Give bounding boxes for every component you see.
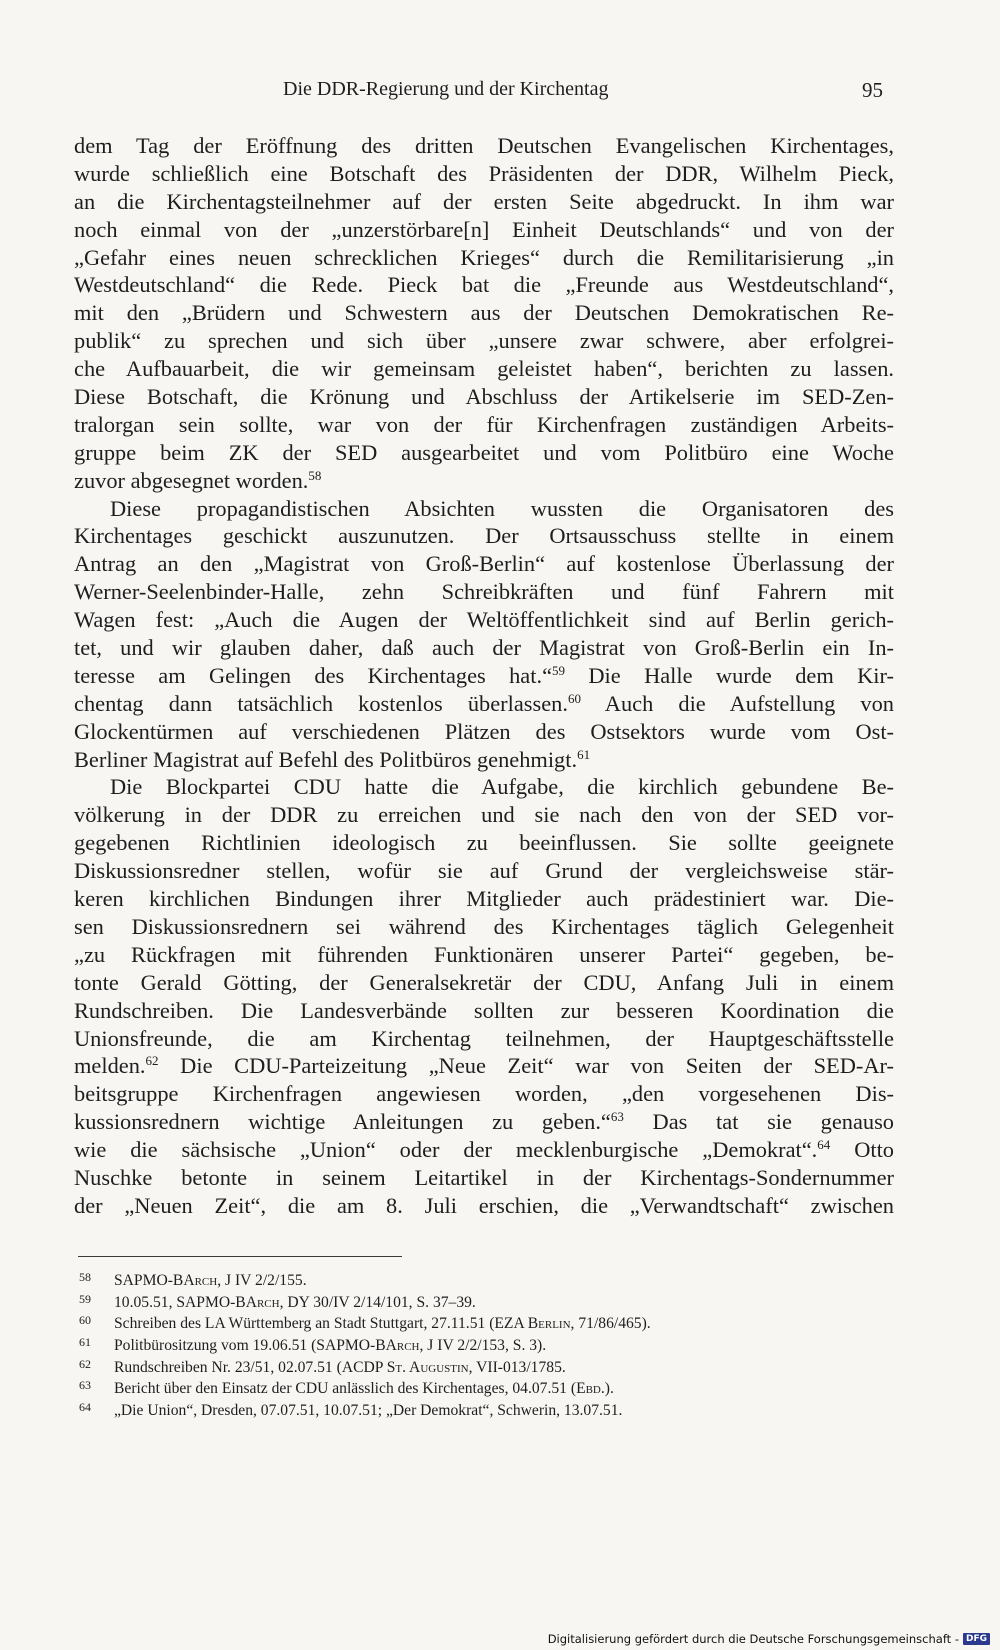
line-text: publik“ zu sprechen und sich über „unsere zwar schwere, aber erfolgrei- [74, 328, 894, 354]
line-text-continued: Die Halle wurde dem Kir- [565, 662, 894, 688]
line-text: an die Kirchentagsteilnehmer auf der ersten Seite abgedruckt. In ihm war [74, 188, 894, 214]
line-text: Nuschke betonte in seinem Leitartikel in der Kirchentags-Sondernummer [74, 1164, 894, 1190]
text-line [74, 746, 894, 774]
text-line [74, 1192, 894, 1220]
line-text: Diese Botschaft, die Krönung und Abschluss der Artikelserie im SED-Zen- [74, 384, 894, 410]
text-line [74, 188, 894, 216]
footnote-text: „Die Union“, Dresden, 07.07.51, 10.07.51; „Der Demokrat“, Schwerin, 13.07.51. [114, 1402, 623, 1420]
line-text: chentag dann tatsächlich kostenlos überlassen. [74, 690, 568, 716]
line-text: Unionsfreunde, die am Kirchentag teilnehmen, der Hauptgeschäftsstelle [74, 1025, 894, 1051]
footnote-reference[interactable]: 64 [817, 1137, 831, 1153]
line-text: Glockentürmen auf verschiedenen Plätzen des Ostsektors wurde vom Ost- [74, 718, 894, 744]
text-line [74, 1052, 894, 1080]
footnote-item [79, 1397, 899, 1419]
footnote-text: Berlin [527, 1315, 571, 1333]
line-text: der „Neuen Zeit“, die am 8. Juli erschien, die „Verwandtschaft“ zwischen [74, 1192, 894, 1218]
text-line [74, 913, 894, 941]
line-text: che Aufbauarbeit, die wir gemeinsam geleistet haben“, berichten zu lassen. [74, 356, 894, 382]
footnote-number: 61 [79, 1335, 91, 1350]
footnote-number: 59 [79, 1291, 91, 1306]
line-text: Antrag an den „Magistrat von Groß-Berlin“ auf kostenlose Überlassung der [74, 551, 894, 577]
footnote-text: Schreiben des LA Württemberg an Stadt Stuttgart, 27.11.51 (EZA [114, 1315, 528, 1333]
footnotes [79, 1267, 899, 1419]
footnote-text: 10.05.51, SAPMO-BA [114, 1293, 257, 1311]
text-line [74, 550, 894, 578]
line-text-continued: Das tat sie genauso [623, 1109, 894, 1135]
line-text: Diskussionsredner stellen, wofür sie auf Grund der vergleichsweise stär- [74, 858, 894, 884]
footnote-reference[interactable]: 59 [552, 662, 566, 678]
footnote-text: Rundschreiben Nr. 23/51, 02.07.51 (ACDP [114, 1358, 387, 1376]
text-line [74, 160, 894, 188]
line-text: Kirchentages geschickt auszunutzen. Der Ortsausschuss stellte in einem [74, 523, 894, 549]
line-text: wie die sächsische „Union“ oder der mecklenburgische „Demokrat“. [74, 1137, 818, 1163]
line-text: mit den „Brüdern und Schwestern aus der Deutschen Demokratischen Re- [74, 300, 894, 326]
body-text [74, 132, 894, 1220]
line-text: „zu Rückfragen mit führenden Funktionären unserer Partei“ gegeben, be- [74, 941, 894, 967]
footnote-text: rch [256, 1293, 280, 1311]
text-line [74, 1164, 894, 1192]
line-text: keren kirchlichen Bindungen ihrer Mitglieder auch prädestiniert war. Die- [74, 886, 894, 912]
text-line [74, 969, 894, 997]
credit-text: Digitalisierung gefördert durch die Deutsche Forschungsgemeinschaft - [547, 1632, 959, 1646]
footnote-reference[interactable]: 63 [610, 1109, 624, 1125]
text-line [74, 299, 894, 327]
text-line [74, 885, 894, 913]
text-line [74, 1025, 894, 1053]
line-text-continued: Auch die Aufstellung von [580, 690, 894, 716]
footnote-number: 63 [79, 1378, 91, 1393]
text-line [74, 997, 894, 1025]
footnote-text: , J IV 2/2/153, S. 3). [419, 1337, 547, 1355]
line-text: gegebenen Richtlinien ideologisch zu beeinflussen. Sie sollte geeignete [74, 830, 894, 856]
text-line [74, 829, 894, 857]
footnote-text: , DY 30/IV 2/14/101, S. 37–39. [279, 1293, 476, 1311]
footnote-text: ). [604, 1380, 614, 1398]
footnote-text: St. Augustin [386, 1358, 469, 1376]
line-text: Berliner Magistrat auf Befehl des Politbüros genehmigt. [74, 746, 578, 772]
text-line [74, 522, 894, 550]
digitization-credit [548, 1632, 990, 1646]
line-text: beitsgruppe Kirchenfragen angewiesen worden, „den vorgesehenen Dis- [74, 1081, 894, 1107]
footnote-reference[interactable]: 62 [145, 1053, 159, 1069]
line-text-continued: Otto [830, 1137, 894, 1163]
footnote-text: rch [396, 1337, 420, 1355]
line-text: tralorgan sein sollte, war von der für Kirchenfragen zuständigen Arbeits- [74, 411, 894, 437]
text-line [74, 216, 894, 244]
text-line [74, 690, 894, 718]
line-text: Wagen fest: „Auch die Augen der Weltöffentlichkeit sind auf Berlin gerich- [74, 607, 894, 633]
footnote-text: SAPMO-BA [114, 1272, 195, 1289]
text-line [74, 1108, 894, 1136]
line-text: Die Blockpartei CDU hatte die Aufgabe, die kirchlich gebundene Be- [110, 774, 894, 800]
footnote-item [79, 1267, 899, 1289]
text-line [74, 411, 894, 439]
footnote-item [79, 1375, 899, 1397]
footnote-number: 60 [79, 1313, 91, 1328]
footnote-divider [78, 1256, 402, 1257]
text-line [74, 327, 894, 355]
line-text: Werner-Seelenbinder-Halle, zehn Schreibkräften und fünf Fahrern mit [74, 579, 894, 605]
line-text: teresse am Gelingen des Kirchentages hat.“ [74, 662, 553, 688]
text-line [74, 467, 894, 495]
footnote-number: 62 [79, 1356, 91, 1371]
text-line [74, 495, 894, 523]
text-line [74, 606, 894, 634]
text-line [74, 355, 894, 383]
line-text: „Gefahr eines neuen schrecklichen Krieges“ durch die Remilitarisierung „in [74, 244, 894, 270]
line-text: zuvor abgesegnet worden. [74, 467, 309, 493]
footnote-reference[interactable]: 60 [567, 690, 581, 706]
line-text: sen Diskussionsrednern sei während des Kirchentages täglich Gelegenheit [74, 913, 894, 939]
running-title: Die DDR-Regierung und der Kirchentag [283, 78, 609, 100]
footnote-number: 58 [79, 1270, 91, 1284]
footnote-item [79, 1332, 899, 1354]
line-text: melden. [74, 1053, 146, 1079]
footnote-text: , 71/86/465). [570, 1315, 651, 1333]
line-text: Rundschreiben. Die Landesverbände sollten zur besseren Koordination die [74, 997, 894, 1023]
line-text: Diese propagandistischen Absichten wussten die Organisatoren des [110, 495, 894, 521]
text-line [74, 578, 894, 606]
line-text: tonte Gerald Götting, der Generalsekretär der CDU, Anfang Juli in einem [74, 969, 894, 995]
footnote-text: Ebd. [576, 1380, 605, 1398]
text-line [74, 773, 894, 801]
text-line [74, 634, 894, 662]
text-line [74, 801, 894, 829]
footnote-reference[interactable]: 61 [577, 746, 591, 762]
text-line [74, 132, 894, 160]
dfg-logo: DFG [963, 1633, 990, 1645]
text-line [74, 244, 894, 272]
line-text: tet, und wir glauben daher, daß auch der Magistrat von Groß-Berlin ein In- [74, 635, 894, 661]
footnote-text: Bericht über den Einsatz der CDU anlässlich des Kirchentages, 04.07.51 ( [114, 1380, 577, 1398]
line-text: völkerung in der DDR zu erreichen und sie nach den von der SED vor- [74, 802, 894, 828]
text-line [74, 857, 894, 885]
text-line [74, 941, 894, 969]
line-text: Westdeutschland“ die Rede. Pieck bat die „Freunde aus Westdeutschland“, [74, 272, 894, 298]
footnote-text: rch [194, 1272, 218, 1289]
footnote-reference[interactable]: 58 [308, 467, 322, 483]
footnote-text: Politbürositzung vom 19.06.51 (SAPMO-BA [114, 1337, 397, 1355]
text-line [74, 1080, 894, 1108]
line-text-continued: Die CDU-Parteizeitung „Neue Zeit“ war von Seiten der SED-Ar- [158, 1053, 894, 1079]
page-number: 95 [862, 78, 883, 102]
line-text: dem Tag der Eröffnung des dritten Deutschen Evangelischen Kirchentages, [74, 133, 894, 158]
line-text: gruppe beim ZK der SED ausgearbeitet und vom Politbüro eine Woche [74, 439, 894, 465]
text-line [74, 439, 894, 467]
line-text: wurde schließlich eine Botschaft des Präsidenten der DDR, Wilhelm Pieck, [74, 160, 894, 186]
footnote-text: , J IV 2/2/155. [217, 1272, 307, 1289]
text-line [74, 383, 894, 411]
text-line [74, 271, 894, 299]
footnote-item [79, 1289, 899, 1311]
footnote-number: 64 [79, 1400, 91, 1415]
footnote-text: , VII-013/1785. [468, 1358, 566, 1376]
line-text: kussionsrednern wichtige Anleitungen zu geben.“ [74, 1109, 611, 1135]
text-line [74, 718, 894, 746]
text-line [74, 662, 894, 690]
running-header [0, 78, 1000, 112]
footnote-item [79, 1310, 899, 1332]
footnote-item [79, 1354, 899, 1376]
line-text: noch einmal von der „unzerstörbare[n] Einheit Deutschlands“ und von der [74, 216, 894, 242]
text-line [74, 1136, 894, 1164]
